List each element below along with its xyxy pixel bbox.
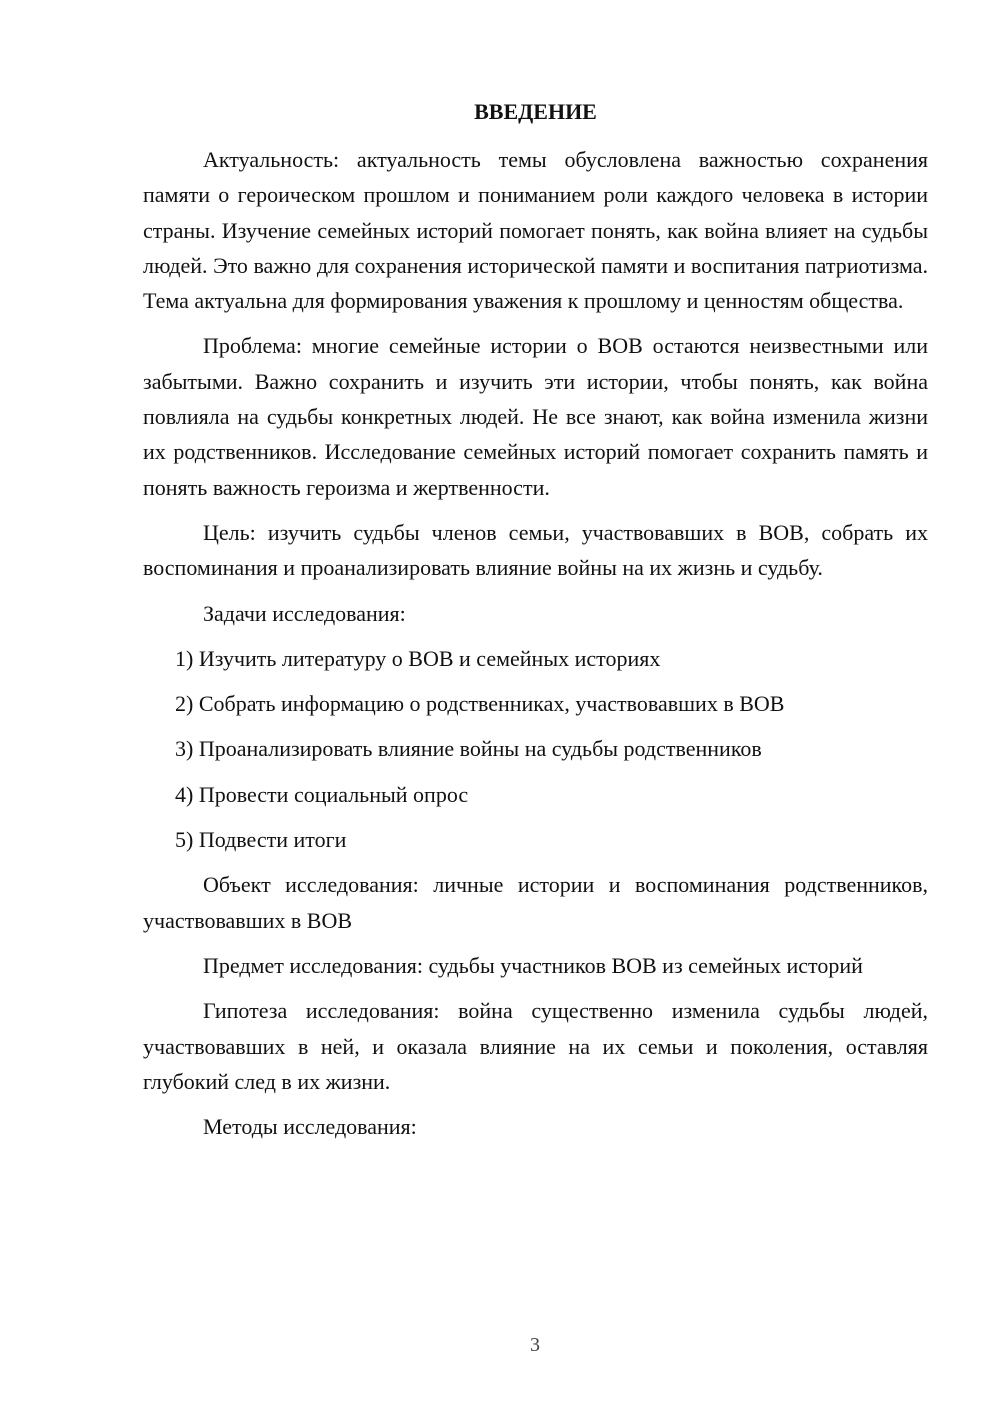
tasks-list xyxy=(143,641,928,857)
page-content xyxy=(143,96,928,1154)
task-item: 4) Провести социальный опрос xyxy=(175,781,469,807)
task-item: 5) Подвести итоги xyxy=(175,827,347,853)
object-paragraph: Объект исследования: личные истории и воспоминания родственников, участвовавших в ВОВ xyxy=(143,872,928,933)
section-heading: ВВЕДЕНИЕ xyxy=(474,99,597,124)
task-item: 2) Собрать информацию о родственниках, участвовавших в ВОВ xyxy=(175,691,785,717)
page-number: 3 xyxy=(530,1334,540,1356)
problem-paragraph: Проблема: многие семейные истории о ВОВ остаются неизвестными или забытыми. Важно сохранить и изучить эти истории, чтобы понять, как война повлияла на судьбы конкретных людей. Не все знают, как война изменила жизни их родственников. Исследование семейных историй помогает сохранить память и понять важность героизма и жертвенности. xyxy=(143,333,928,500)
tasks-heading: Задачи исследования: xyxy=(203,600,406,626)
task-item: 3) Проанализировать влияние войны на судьбы родственников xyxy=(175,736,762,762)
methods-heading: Методы исследования: xyxy=(203,1114,417,1140)
hypothesis-paragraph: Гипотеза исследования: война существенно изменила судьбы людей, участвовавших в ней, и оказала влияние на их семьи и поколения, оставляя глубокий след в их жизни. xyxy=(143,998,928,1094)
subject-paragraph: Предмет исследования: судьбы участников ВОВ из семейных историй xyxy=(203,952,863,978)
task-item: 1) Изучить литературу о ВОВ и семейных историях xyxy=(175,645,661,671)
relevance-paragraph: Актуальность: актуальность темы обусловлена важностью сохранения памяти о героическом прошлом и пониманием роли каждого человека в истории страны. Изучение семейных историй помогает понять, как война влияет на судьбы людей. Это важно для сохранения исторической памяти и воспитания патриотизма. Тема актуальна для формирования уважения к прошлому и ценностям общества. xyxy=(143,147,928,314)
goal-paragraph: Цель: изучить судьбы членов семьи, участвовавших в ВОВ, собрать их воспоминания и проанализировать влияние войны на их жизнь и судьбу. xyxy=(143,519,928,581)
